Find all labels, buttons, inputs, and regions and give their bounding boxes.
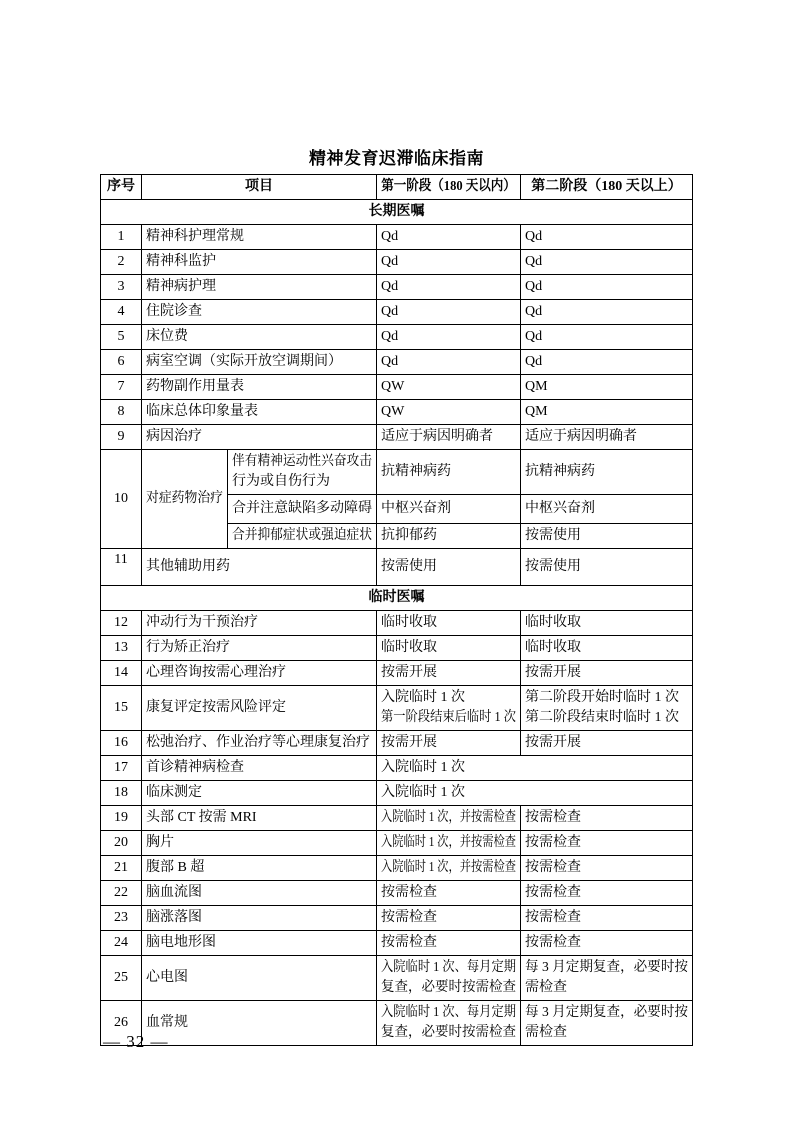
item-cell: 精神科护理常规 — [142, 225, 377, 250]
stage2-cell: 按需检查 — [521, 831, 693, 856]
stage1-cell: Qd — [377, 225, 521, 250]
stage2-cell: 按需检查 — [521, 906, 693, 931]
stage2-cell: Qd — [521, 325, 693, 350]
row-number: 2 — [101, 250, 142, 275]
row-number: 9 — [101, 425, 142, 450]
row-number: 17 — [101, 756, 142, 781]
section-row — [101, 586, 693, 611]
stage1-cell: Qd — [377, 300, 521, 325]
row-number: 18 — [101, 781, 142, 806]
row-number: 15 — [101, 686, 142, 731]
item-cell: 临床测定 — [142, 781, 377, 806]
col-header-stage1-label: 第一阶段（180 天以内） — [381, 179, 516, 194]
table-row — [101, 425, 693, 450]
table-row — [101, 781, 693, 806]
stage1-cell: Qd — [377, 350, 521, 375]
item-cell: 病室空调（实际开放空调期间） — [142, 350, 377, 375]
table-row — [101, 300, 693, 325]
stage-span-cell: 入院临时 1 次 — [377, 781, 693, 806]
header-row — [101, 175, 693, 200]
stage2-cell: 按需检查 — [521, 931, 693, 956]
table-row — [101, 350, 693, 375]
table-row — [101, 756, 693, 781]
row-number: 7 — [101, 375, 142, 400]
row-number: 25 — [101, 956, 142, 1001]
section-row — [101, 200, 693, 225]
stage2-cell: 临时收取 — [521, 611, 693, 636]
table-row — [101, 906, 693, 931]
stage1-cell: 入院临时 1 次 第一阶段结束后临时 1 次 — [377, 686, 521, 731]
stage1-cell: 抗抑郁药 — [377, 524, 521, 549]
item-cell: 血常规 — [142, 1001, 377, 1046]
stage1-cell: 入院临时 1 次，并按需检查 — [377, 806, 521, 831]
stage2-cell: 按需开展 — [521, 731, 693, 756]
table-row — [101, 400, 693, 425]
stage2-cell: 第二阶段开始时临时 1 次 第二阶段结束时临时 1 次 — [521, 686, 693, 731]
table-row — [101, 325, 693, 350]
col-header-stage1 — [377, 175, 521, 200]
stage1-cell: 入院临时 1 次、每月定期 复查，必要时按需检查 — [377, 1001, 521, 1046]
table-row — [101, 375, 693, 400]
table-row — [101, 686, 693, 731]
table-row — [101, 731, 693, 756]
row-number: 1 — [101, 225, 142, 250]
row-number: 11 — [101, 549, 142, 586]
condition-cell: 合并抑郁症状或强迫症状 — [228, 524, 377, 549]
item-cell: 住院诊查 — [142, 300, 377, 325]
item-cell: 胸片 — [142, 831, 377, 856]
stage2-cell: QM — [521, 400, 693, 425]
row-number: 23 — [101, 906, 142, 931]
row-number: 14 — [101, 661, 142, 686]
row-number: 3 — [101, 275, 142, 300]
table-row — [101, 806, 693, 831]
row-number: 19 — [101, 806, 142, 831]
row-number: 10 — [101, 450, 142, 549]
row-number: 22 — [101, 881, 142, 906]
clinical-guide-table — [100, 174, 693, 1046]
stage2-cell: 按需检查 — [521, 881, 693, 906]
table-row — [101, 611, 693, 636]
stage1-cell: 适应于病因明确者 — [377, 425, 521, 450]
condition-cell: 伴有精神运动性兴奋攻击 行为或自伤行为 — [228, 450, 377, 495]
section-label: 临时医嘱 — [101, 586, 693, 611]
col-header-stage2-label: 第二阶段（180 天以上） — [531, 179, 682, 194]
page-number: — 32 — — [103, 1032, 169, 1051]
stage2-cell: 临时收取 — [521, 636, 693, 661]
table-row — [101, 931, 693, 956]
item-cell: 精神病护理 — [142, 275, 377, 300]
item-cell: 康复评定按需风险评定 — [142, 686, 377, 731]
table-row — [101, 881, 693, 906]
stage1-cell: Qd — [377, 325, 521, 350]
item-cell: 药物副作用量表 — [142, 375, 377, 400]
item-cell: 床位费 — [142, 325, 377, 350]
table-row — [101, 636, 693, 661]
table-row — [101, 250, 693, 275]
table-row — [101, 450, 693, 495]
stage2-cell: 按需使用 — [521, 549, 693, 586]
item-cell: 心电图 — [142, 956, 377, 1001]
stage2-cell: 按需检查 — [521, 856, 693, 881]
item-cell: 脑涨落图 — [142, 906, 377, 931]
stage1-cell: 中枢兴奋剂 — [377, 495, 521, 524]
row-number: 26 — [101, 1001, 142, 1046]
stage2-cell: Qd — [521, 300, 693, 325]
item-cell: 松弛治疗、作业治疗等心理康复治疗 — [142, 731, 377, 756]
col-header-item — [142, 175, 377, 200]
item-cell: 首诊精神病检查 — [142, 756, 377, 781]
col-header-no — [101, 175, 142, 200]
stage1-cell: 按需检查 — [377, 931, 521, 956]
stage1-cell: QW — [377, 400, 521, 425]
stage2-cell: 每 3 月定期复查，必要时按 需检查 — [521, 956, 693, 1001]
stage2-cell: 按需使用 — [521, 524, 693, 549]
stage2-cell: QM — [521, 375, 693, 400]
stage1-cell: 入院临时 1 次，并按需检查 — [377, 831, 521, 856]
stage2-cell: Qd — [521, 225, 693, 250]
stage2-cell: Qd — [521, 275, 693, 300]
stage1-cell: 入院临时 1 次、每月定期 复查，必要时按需检查 — [377, 956, 521, 1001]
stage2-cell: 适应于病因明确者 — [521, 425, 693, 450]
row-number: 13 — [101, 636, 142, 661]
item-cell: 腹部 B 超 — [142, 856, 377, 881]
item-cell: 脑血流图 — [142, 881, 377, 906]
stage2-cell: 按需检查 — [521, 806, 693, 831]
stage2-cell: 抗精神病药 — [521, 450, 693, 495]
item-cell: 精神科监护 — [142, 250, 377, 275]
row-number: 5 — [101, 325, 142, 350]
stage2-cell: 中枢兴奋剂 — [521, 495, 693, 524]
stage1-cell: 按需检查 — [377, 881, 521, 906]
row-number: 20 — [101, 831, 142, 856]
table-row — [101, 956, 693, 1001]
table-row — [101, 549, 693, 586]
stage-span-cell: 入院临时 1 次 — [377, 756, 693, 781]
col-header-item-label: 项目 — [245, 179, 273, 194]
col-header-stage2 — [521, 175, 693, 200]
row-number: 6 — [101, 350, 142, 375]
row-number: 21 — [101, 856, 142, 881]
item-cell: 冲动行为干预治疗 — [142, 611, 377, 636]
item-cell: 心理咨询按需心理治疗 — [142, 661, 377, 686]
item-cell: 临床总体印象量表 — [142, 400, 377, 425]
section-label: 长期医嘱 — [101, 200, 693, 225]
table-row — [101, 831, 693, 856]
item-cell: 对症药物治疗 — [142, 450, 228, 549]
table-body — [101, 200, 693, 1046]
stage1-cell: Qd — [377, 275, 521, 300]
stage1-cell: 抗精神病药 — [377, 450, 521, 495]
row-number: 24 — [101, 931, 142, 956]
table-row — [101, 856, 693, 881]
stage1-cell: 按需开展 — [377, 661, 521, 686]
stage1-cell: 临时收取 — [377, 636, 521, 661]
col-header-no-label: 序号 — [107, 179, 135, 194]
table-row — [101, 275, 693, 300]
row-number: 16 — [101, 731, 142, 756]
stage1-cell: 按需检查 — [377, 906, 521, 931]
stage2-cell: Qd — [521, 350, 693, 375]
stage2-cell: 每 3 月定期复查，必要时按 需检查 — [521, 1001, 693, 1046]
item-cell: 其他辅助用药 — [142, 549, 377, 586]
stage1-cell: QW — [377, 375, 521, 400]
stage2-cell: 按需开展 — [521, 661, 693, 686]
table-row — [101, 1001, 693, 1046]
stage1-cell: 按需使用 — [377, 549, 521, 586]
row-number: 8 — [101, 400, 142, 425]
item-cell: 病因治疗 — [142, 425, 377, 450]
item-cell: 行为矫正治疗 — [142, 636, 377, 661]
page-title: 精神发育迟滞临床指南 — [309, 149, 484, 168]
condition-cell: 合并注意缺陷多动障碍 — [228, 495, 377, 524]
stage2-cell: Qd — [521, 250, 693, 275]
table-row — [101, 661, 693, 686]
stage1-cell: 按需开展 — [377, 731, 521, 756]
row-number: 4 — [101, 300, 142, 325]
table-row — [101, 225, 693, 250]
item-cell: 脑电地形图 — [142, 931, 377, 956]
stage1-cell: 临时收取 — [377, 611, 521, 636]
stage1-cell: Qd — [377, 250, 521, 275]
row-number: 12 — [101, 611, 142, 636]
item-cell: 头部 CT 按需 MRI — [142, 806, 377, 831]
stage1-cell: 入院临时 1 次，并按需检查 — [377, 856, 521, 881]
